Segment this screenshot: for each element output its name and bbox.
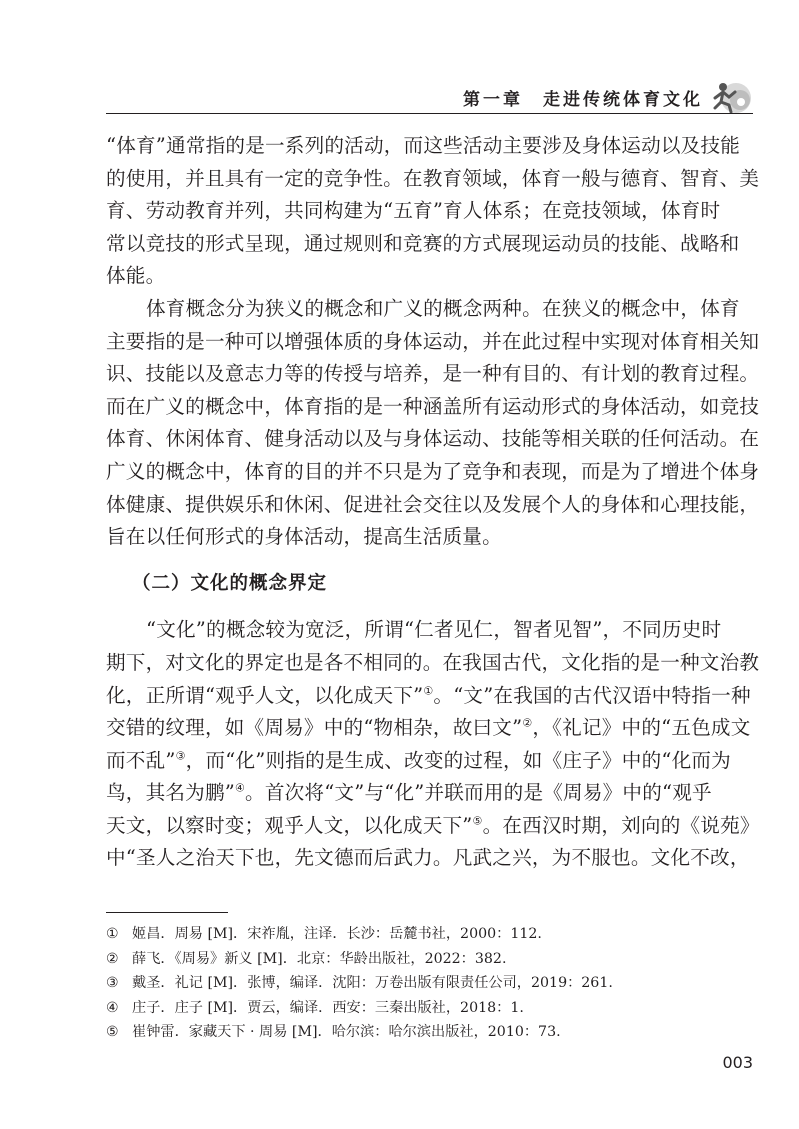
runner-emblem-icon	[709, 78, 753, 116]
text-line: 广义的概念中，体育的目的并不只是为了竞争和表现，而是为了增进个体身	[106, 459, 760, 483]
body-text	[106, 130, 760, 875]
footnote-mark: ②	[106, 950, 119, 967]
text-line: 主要指的是一种可以增强体质的身体运动，并在此过程中实现对体育相关知	[106, 329, 760, 353]
footnote-text: 崔钟雷．家藏天下 · 周易 [M]．哈尔滨：哈尔滨出版社，2010：73.	[132, 1024, 561, 1041]
text-line: 识、技能以及意志力等的传授与培养，是一种有目的、有计划的教育过程。	[106, 362, 760, 386]
text-segment: 交错的纹理，如《周易》中的“物相杂，故曰文”	[106, 716, 523, 740]
text-segment: ，而“化”则指的是生成、改变的过程，如《庄子》中的“化而为	[185, 748, 731, 772]
text-line: 期下，对文化的界定也是各不相同的。在我国古代，文化指的是一种文治教	[106, 650, 760, 674]
footnote-item	[106, 947, 726, 972]
paragraph-sport-concepts	[106, 293, 760, 554]
text-line	[106, 712, 751, 745]
footnote-mark: ③	[106, 975, 119, 992]
text-line: 中“圣人之治天下也，先文德而后武力。凡武之兴，为不服也。文化不改，	[106, 846, 750, 870]
text-line: 体健康、提供娱乐和休闲、促进社会交往以及发展个人的身体和心理技能，	[106, 492, 760, 516]
footnote-text: 庄子．庄子 [M]．贾云，编译．西安：三秦出版社，2018：1.	[132, 999, 524, 1016]
text-segment: 化，正所谓“观乎人文，以化成天下”	[106, 683, 424, 707]
footnote-ref-3[interactable]: ③	[175, 749, 186, 763]
footnote-rule	[106, 912, 228, 913]
footnote-mark: ④	[106, 999, 119, 1016]
running-header	[463, 78, 753, 116]
text-line: 常以竞技的形式呈现，通过规则和竞赛的方式展现运动员的技能、战略和	[106, 231, 740, 255]
footnote-ref-4[interactable]: ④	[234, 781, 246, 795]
footnote-item	[106, 922, 726, 947]
footnote-text: 戴圣．礼记 [M]．张博，编译．沈阳：万卷出版有限责任公司，2019：261.	[132, 975, 613, 992]
text-segment: 。“文”在我国的古代汉语中特指一种	[433, 683, 751, 707]
text-segment: 鸟，其名为鹏”	[106, 781, 235, 805]
text-line: 体育概念分为狭义的概念和广义的概念两种。在狭义的概念中，体育	[146, 296, 740, 320]
text-segment: 而不乱”	[106, 748, 176, 772]
section-heading: （二）文化的概念界定	[132, 572, 328, 594]
text-line	[106, 680, 751, 713]
footnote-ref-1[interactable]: ①	[423, 683, 434, 697]
text-segment: 天文，以察时变；观乎人文，以化成天下”	[106, 813, 473, 837]
footnote-item	[106, 996, 726, 1021]
text-line	[106, 777, 718, 810]
text-line: 的使用，并且具有一定的竞争性。在教育领域，体育一般与德育、智育、美	[106, 166, 760, 190]
text-line: “文化”的概念较为宽泛，所谓“仁者见仁，智者见智”，不同历史时	[146, 618, 722, 642]
text-line: 而在广义的概念中，体育指的是一种涵盖所有运动形式的身体活动，如竞技	[106, 394, 760, 418]
text-line: 体能。	[106, 264, 166, 288]
text-line: 育、劳动教育并列，共同构建为“五育”育人体系；在竞技领域，体育时	[106, 199, 721, 223]
text-line: 旨在以任何形式的身体活动，提高生活质量。	[106, 525, 502, 549]
text-segment: ，《礼记》中的“五色成文	[532, 716, 751, 740]
paragraph-sport-definition	[106, 130, 760, 293]
footnote-ref-5[interactable]: ⑤	[472, 814, 483, 828]
text-line: 体育、休闲体育、健身活动以及与身体运动、技能等相关联的任何活动。在	[106, 427, 760, 451]
text-segment: 。首次将“文”与“化”并联而用的是《周易》中的“观乎	[245, 781, 712, 805]
footnote-mark: ①	[106, 926, 119, 942]
text-segment: 。在西汉时期，刘向的《说苑》	[482, 813, 760, 837]
paragraph-culture-concept	[106, 614, 760, 875]
chapter-title: 第一章 走进传统体育文化	[463, 89, 703, 110]
footnote-ref-2[interactable]: ②	[522, 716, 533, 730]
footnote-item	[106, 971, 726, 996]
footnotes	[106, 922, 726, 1045]
footnote-text: 薛飞．《周易》新义 [M]．北京：华龄出版社，2022：382.	[132, 950, 507, 967]
text-line: “体育”通常指的是一系列的活动，而这些活动主要涉及身体运动以及技能	[106, 134, 741, 157]
footnote-mark: ⑤	[106, 1024, 119, 1041]
header-rule	[106, 113, 753, 114]
text-line	[106, 745, 731, 778]
page-number: 003	[722, 1053, 753, 1072]
footnote-text: 姬昌．周易 [M]．宋祚胤，注译．长沙：岳麓书社，2000：112.	[132, 926, 542, 942]
text-line	[106, 810, 760, 843]
footnote-item	[106, 1020, 726, 1045]
